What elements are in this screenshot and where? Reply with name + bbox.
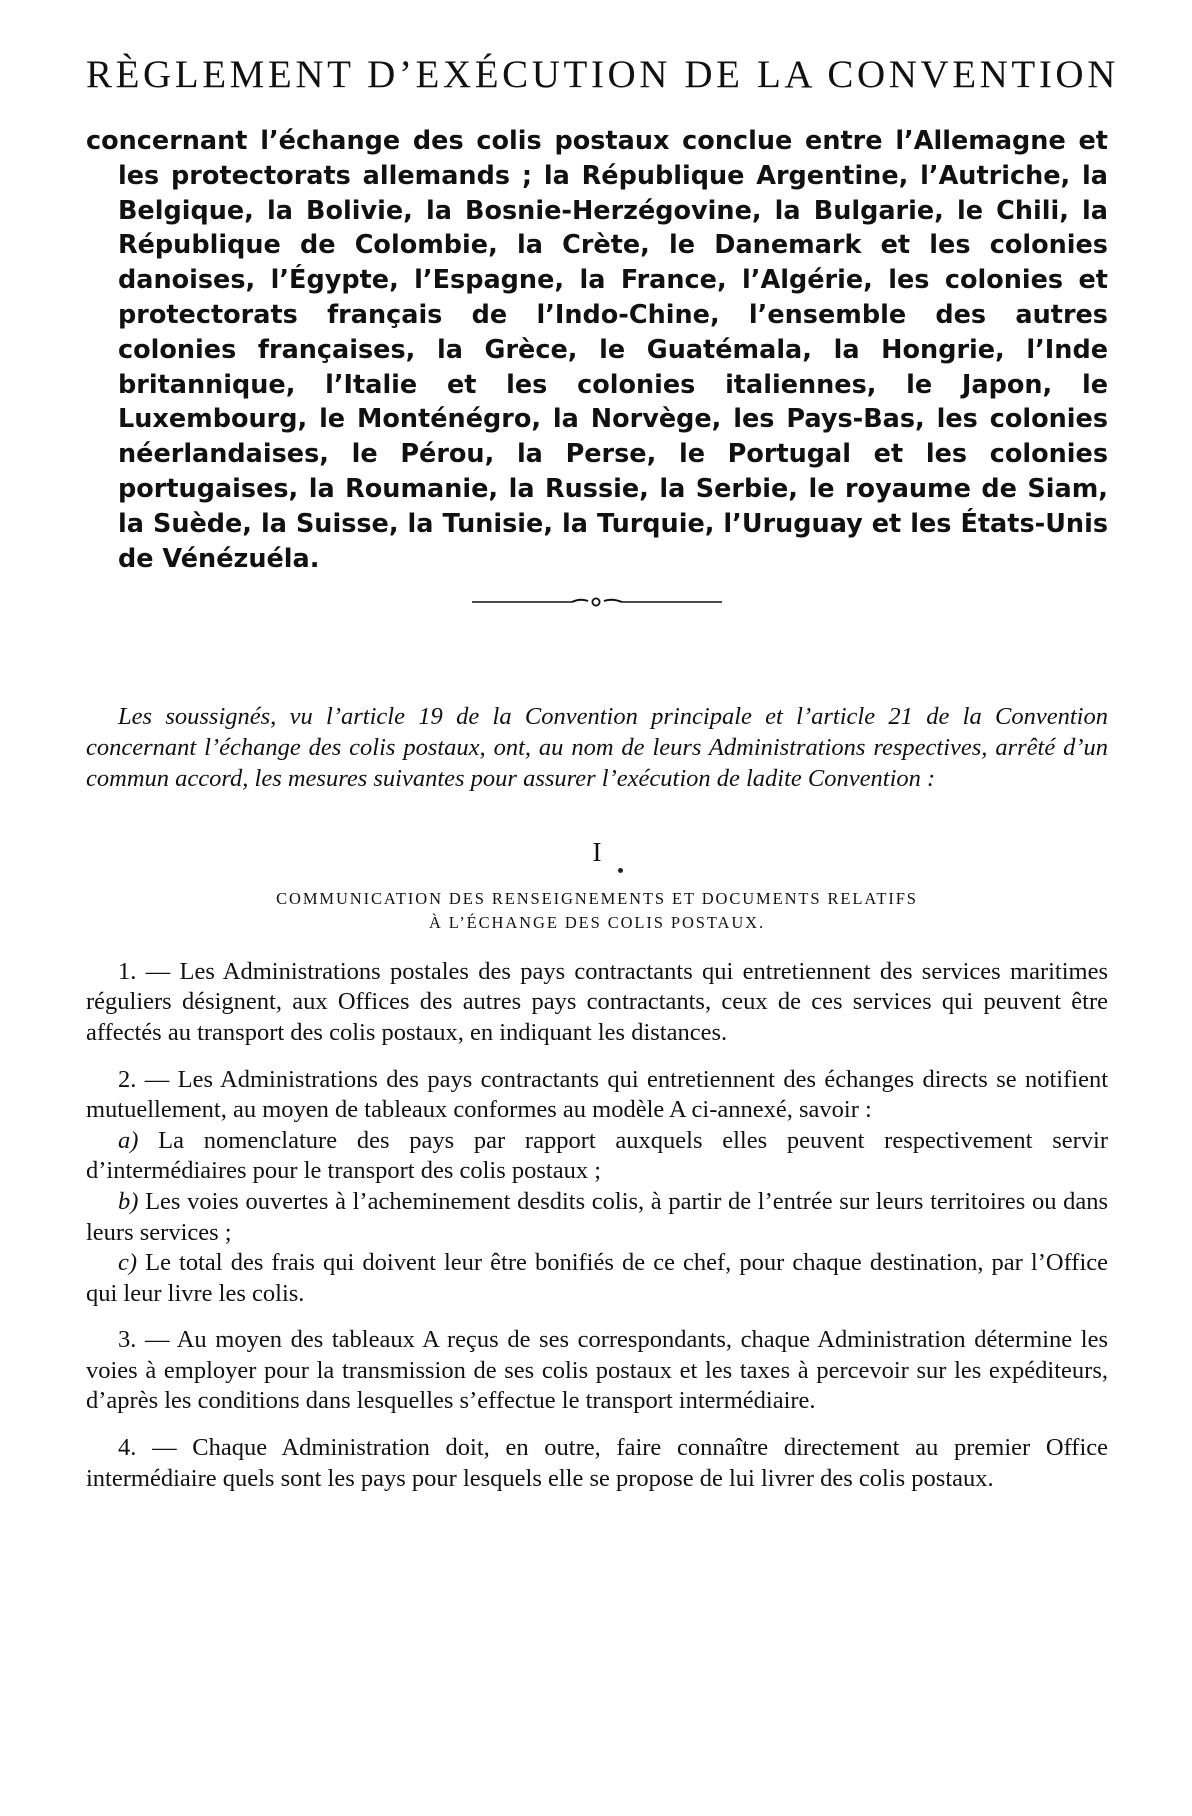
article-number: 3. xyxy=(118,1326,137,1354)
article-4 xyxy=(86,1433,1108,1494)
article-text: — Les Administrations des pays contractants qui entretiennent des échanges directs se notifient mutuellement, au moyen de tableaux conformes au modèle A ci-annexé, savoir : xyxy=(86,1065,1109,1124)
article-number: 1. xyxy=(118,957,137,985)
article-text: — Au moyen des tableaux A reçus de ses correspondants, chaque Administration détermine les voies à employer pour la transmission de ses colis postaux et les taxes à percevoir sur les expéditeurs, d’après les conditions dans lesquelles s’effectue le transport intermédiaire. xyxy=(86,1326,1108,1415)
section-title-line-2: À L’ÉCHANGE DES COLIS POSTAUX. xyxy=(428,912,766,932)
article-2-item-b xyxy=(86,1187,1108,1248)
convention-subtitle: concernant l’échange des colis postaux conclue entre l’Allemagne et les protectorats allemands ; la République Argentine, l’Autriche, la Belgique, la Bolivie, la Bosnie-Herzégovine, la Bulgarie, le Chili, la République de Colombie, la Crète, le Danemark et les colonies danoises, l’Égypte, l’Espagne, la France, l’Algérie, les colonies et protectorats français de l’Indo-Chine, l’ensemble des autres colonies françaises, la Grèce, le Guatémala, la Hongrie, l’Inde britannique, l’Italie et les colonies italiennes, le Japon, le Luxembourg, le Monténégro, la Norvège, les Pays-Bas, les colonies néerlandaises, le Pérou, la Perse, le Portugal et les colonies portugaises, la Roumanie, la Russie, la Serbie, le royaume de Siam, la Suède, la Suisse, la Tunisie, la Turquie, l’Uruguay et les États-Unis de Vénézuéla. xyxy=(86,126,1108,574)
article-2 xyxy=(86,1065,1108,1126)
section-title-line-1: COMMUNICATION DES RENSEIGNEMENTS ET DOCUMENTS RELATIFS xyxy=(276,888,918,908)
article-2-item-c xyxy=(86,1248,1108,1309)
item-text: La nomenclature des pays par rapport auxquels elles peuvent respectivement servir d’intermédiaires pour le transport des colis postaux ; xyxy=(86,1126,1108,1185)
item-letter: c) xyxy=(118,1249,138,1277)
section-title xyxy=(157,887,1037,935)
intro-paragraph: Les soussignés, vu l’article 19 de la Convention principale et l’article 21 de la Convention concernant l’échange des colis postaux, ont, au nom de leurs Administrations respectives, arrêté d’un commun accord, les mesures suivantes pour assurer l’exécution de ladite Convention : xyxy=(86,703,1108,792)
article-1 xyxy=(86,957,1108,1049)
item-text: Le total des frais qui doivent leur être bonifiés de ce chef, pour chaque destination, par l’Office qui leur livre les colis. xyxy=(86,1249,1108,1307)
document-page xyxy=(0,48,1192,1816)
item-letter: b) xyxy=(118,1187,139,1215)
article-2-item-a xyxy=(86,1126,1108,1187)
item-letter: a) xyxy=(118,1126,139,1154)
ornament-divider xyxy=(472,594,722,610)
article-number: 4. xyxy=(118,1434,137,1462)
speck-mark xyxy=(618,868,623,873)
section-number: I xyxy=(592,836,602,867)
article-number: 2. xyxy=(118,1065,137,1093)
article-text: — Les Administrations postales des pays contractants qui entretiennent des services maritimes réguliers désignent, aux Offices des autres pays contractants, ceux de ces services qui peuvent être affectés au transport des colis postaux, en indiquant les distances. xyxy=(86,957,1108,1046)
item-text: Les voies ouvertes à l’acheminement desdits colis, à partir de l’entrée sur leurs territoires ou dans leurs services ; xyxy=(86,1187,1109,1246)
page-title: RÈGLEMENT D’EXÉCUTION DE LA CONVENTION xyxy=(86,53,1119,96)
article-3 xyxy=(86,1325,1108,1417)
article-text: — Chaque Administration doit, en outre, faire connaître directement au premier Office intermédiaire quels sont les pays pour lesquels elle se propose de lui livrer des colis postaux. xyxy=(86,1434,1109,1492)
